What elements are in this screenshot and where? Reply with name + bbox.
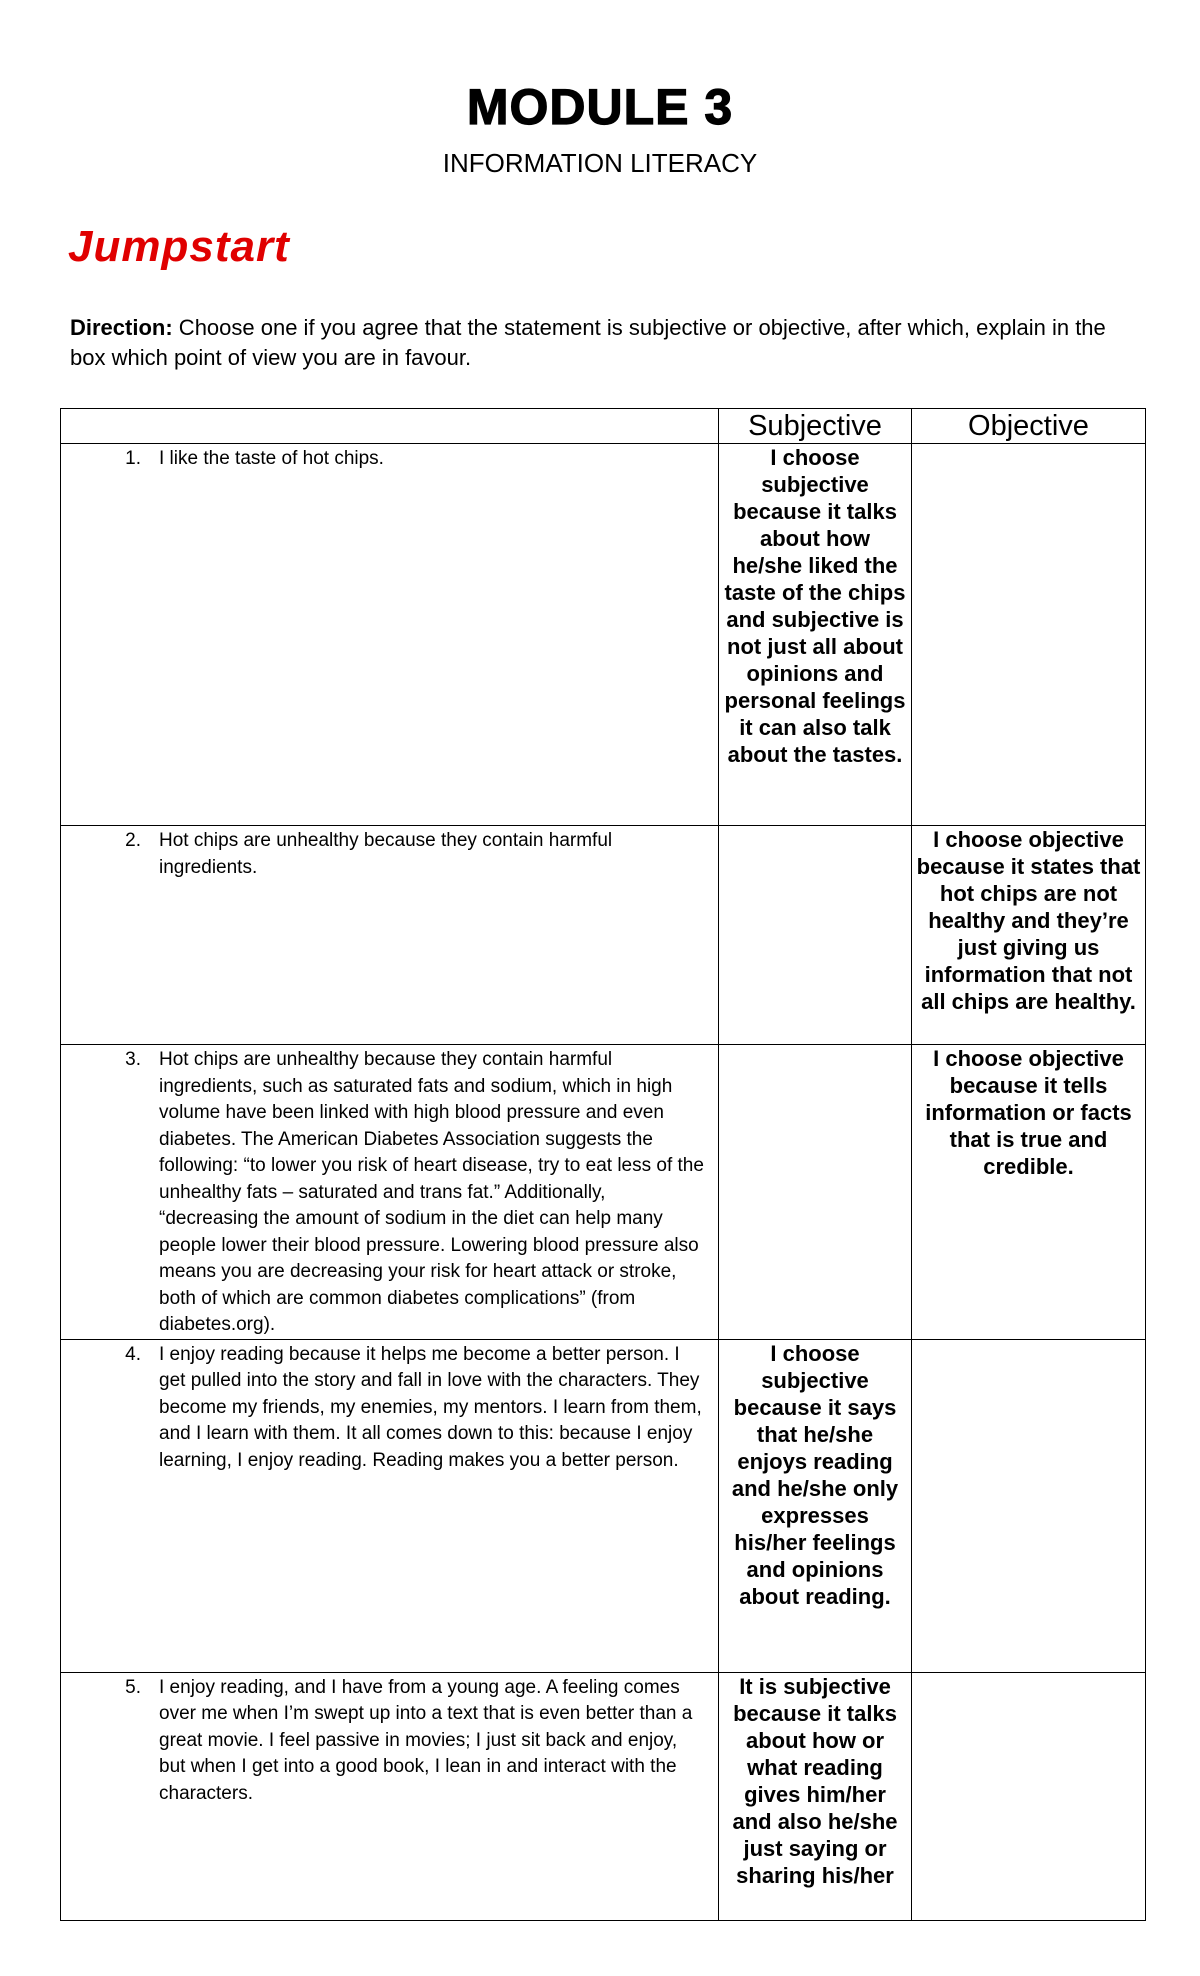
subjective-cell[interactable] bbox=[719, 826, 912, 1045]
objective-cell[interactable] bbox=[912, 826, 1146, 1045]
table-header-row bbox=[61, 409, 1146, 444]
objective-cell[interactable] bbox=[912, 1045, 1146, 1340]
section-heading: Jumpstart bbox=[68, 222, 290, 271]
table-row bbox=[61, 1672, 1146, 1920]
subjective-answer: It is subjective because it talks about how or what reading gives him/her and also he/she just saying or sharing his/her bbox=[732, 1673, 898, 1888]
objective-answer: I choose objective because it states that hot chips are not healthy and they’re just giving us information that not all chips are healthy. bbox=[916, 827, 1141, 1014]
statement-text: I like the taste of hot chips. bbox=[159, 448, 384, 469]
objective-cell[interactable] bbox=[912, 444, 1146, 826]
row-number: 4. bbox=[125, 1343, 141, 1365]
module-title: MODULE 3 bbox=[466, 79, 734, 135]
column-header-statement bbox=[61, 409, 719, 444]
subjective-answer: I choose subjective because it says that he/she enjoys reading and he/she only expresses his/her feelings and opinions about reading. bbox=[731, 1340, 899, 1609]
statement-text: I enjoy reading because it helps me become a better person. I get pulled into the story and fall in love with the characters. They become my friends, my enemies, my mentors. I learn from them, and I learn with them. It all comes down to this: because I enjoy learning, I enjoy reading. Reading makes you a better person. bbox=[159, 1343, 702, 1471]
subjective-cell[interactable] bbox=[719, 444, 912, 826]
module-subtitle: INFORMATION LITERACY bbox=[442, 148, 758, 178]
statement-cell bbox=[61, 1672, 719, 1920]
objective-cell[interactable] bbox=[912, 1672, 1146, 1920]
subjective-cell[interactable] bbox=[719, 1339, 912, 1672]
subjective-cell[interactable] bbox=[719, 1045, 912, 1340]
subjective-answer: I choose subjective because it talks about how he/she liked the taste of the chips and subjective is not just all about opinions and personal feelings it can also talk about the tastes. bbox=[724, 445, 906, 767]
statement-text: Hot chips are unhealthy because they contain harmful ingredients, such as saturated fats and sodium, which in high volume have been linked with high blood pressure and even diabetes. The American Diabetes Association suggests the following: “to lower you risk of heart disease, try to eat less of the unhealthy fats – saturated and trans fat.” Additionally, “decreasing the amount of sodium in the diet can help many people lower their blood pressure. Lowering blood pressure also means you are decreasing your risk for heart attack or stroke, both of which are common diabetes complications” (from diabetes.org). bbox=[159, 1049, 704, 1335]
direction-paragraph bbox=[70, 313, 1140, 373]
row-number: 2. bbox=[125, 830, 141, 851]
direction-label: Direction: bbox=[70, 315, 173, 340]
statement-cell bbox=[61, 1045, 719, 1340]
statement-cell bbox=[61, 444, 719, 826]
subjective-cell[interactable] bbox=[719, 1672, 912, 1920]
statement-cell bbox=[61, 826, 719, 1045]
table-row bbox=[61, 1045, 1146, 1340]
statement-cell bbox=[61, 1339, 719, 1672]
table-row bbox=[61, 444, 1146, 826]
row-number: 1. bbox=[125, 448, 141, 469]
direction-text: Choose one if you agree that the statement is subjective or objective, after which, explain in the box which point of view you are in favour. bbox=[70, 315, 1106, 370]
table-row bbox=[61, 826, 1146, 1045]
statement-text: Hot chips are unhealthy because they contain harmful ingredients. bbox=[159, 830, 613, 878]
statement-table bbox=[60, 408, 1146, 1921]
objective-cell[interactable] bbox=[912, 1339, 1146, 1672]
table-row bbox=[61, 1339, 1146, 1672]
row-number: 3. bbox=[125, 1049, 141, 1070]
objective-answer: I choose objective because it tells information or facts that is true and credible. bbox=[925, 1046, 1132, 1179]
column-header-subjective: Subjective bbox=[719, 409, 912, 444]
row-number: 5. bbox=[125, 1676, 141, 1698]
column-header-objective: Objective bbox=[912, 409, 1146, 444]
statement-text: I enjoy reading, and I have from a young age. A feeling comes over me when I’m swept up into a text that is even better than a great movie. I feel passive in movies; I just sit back and enjoy, but when I get into a good book, I lean in and interact with the characters. bbox=[159, 1676, 693, 1804]
